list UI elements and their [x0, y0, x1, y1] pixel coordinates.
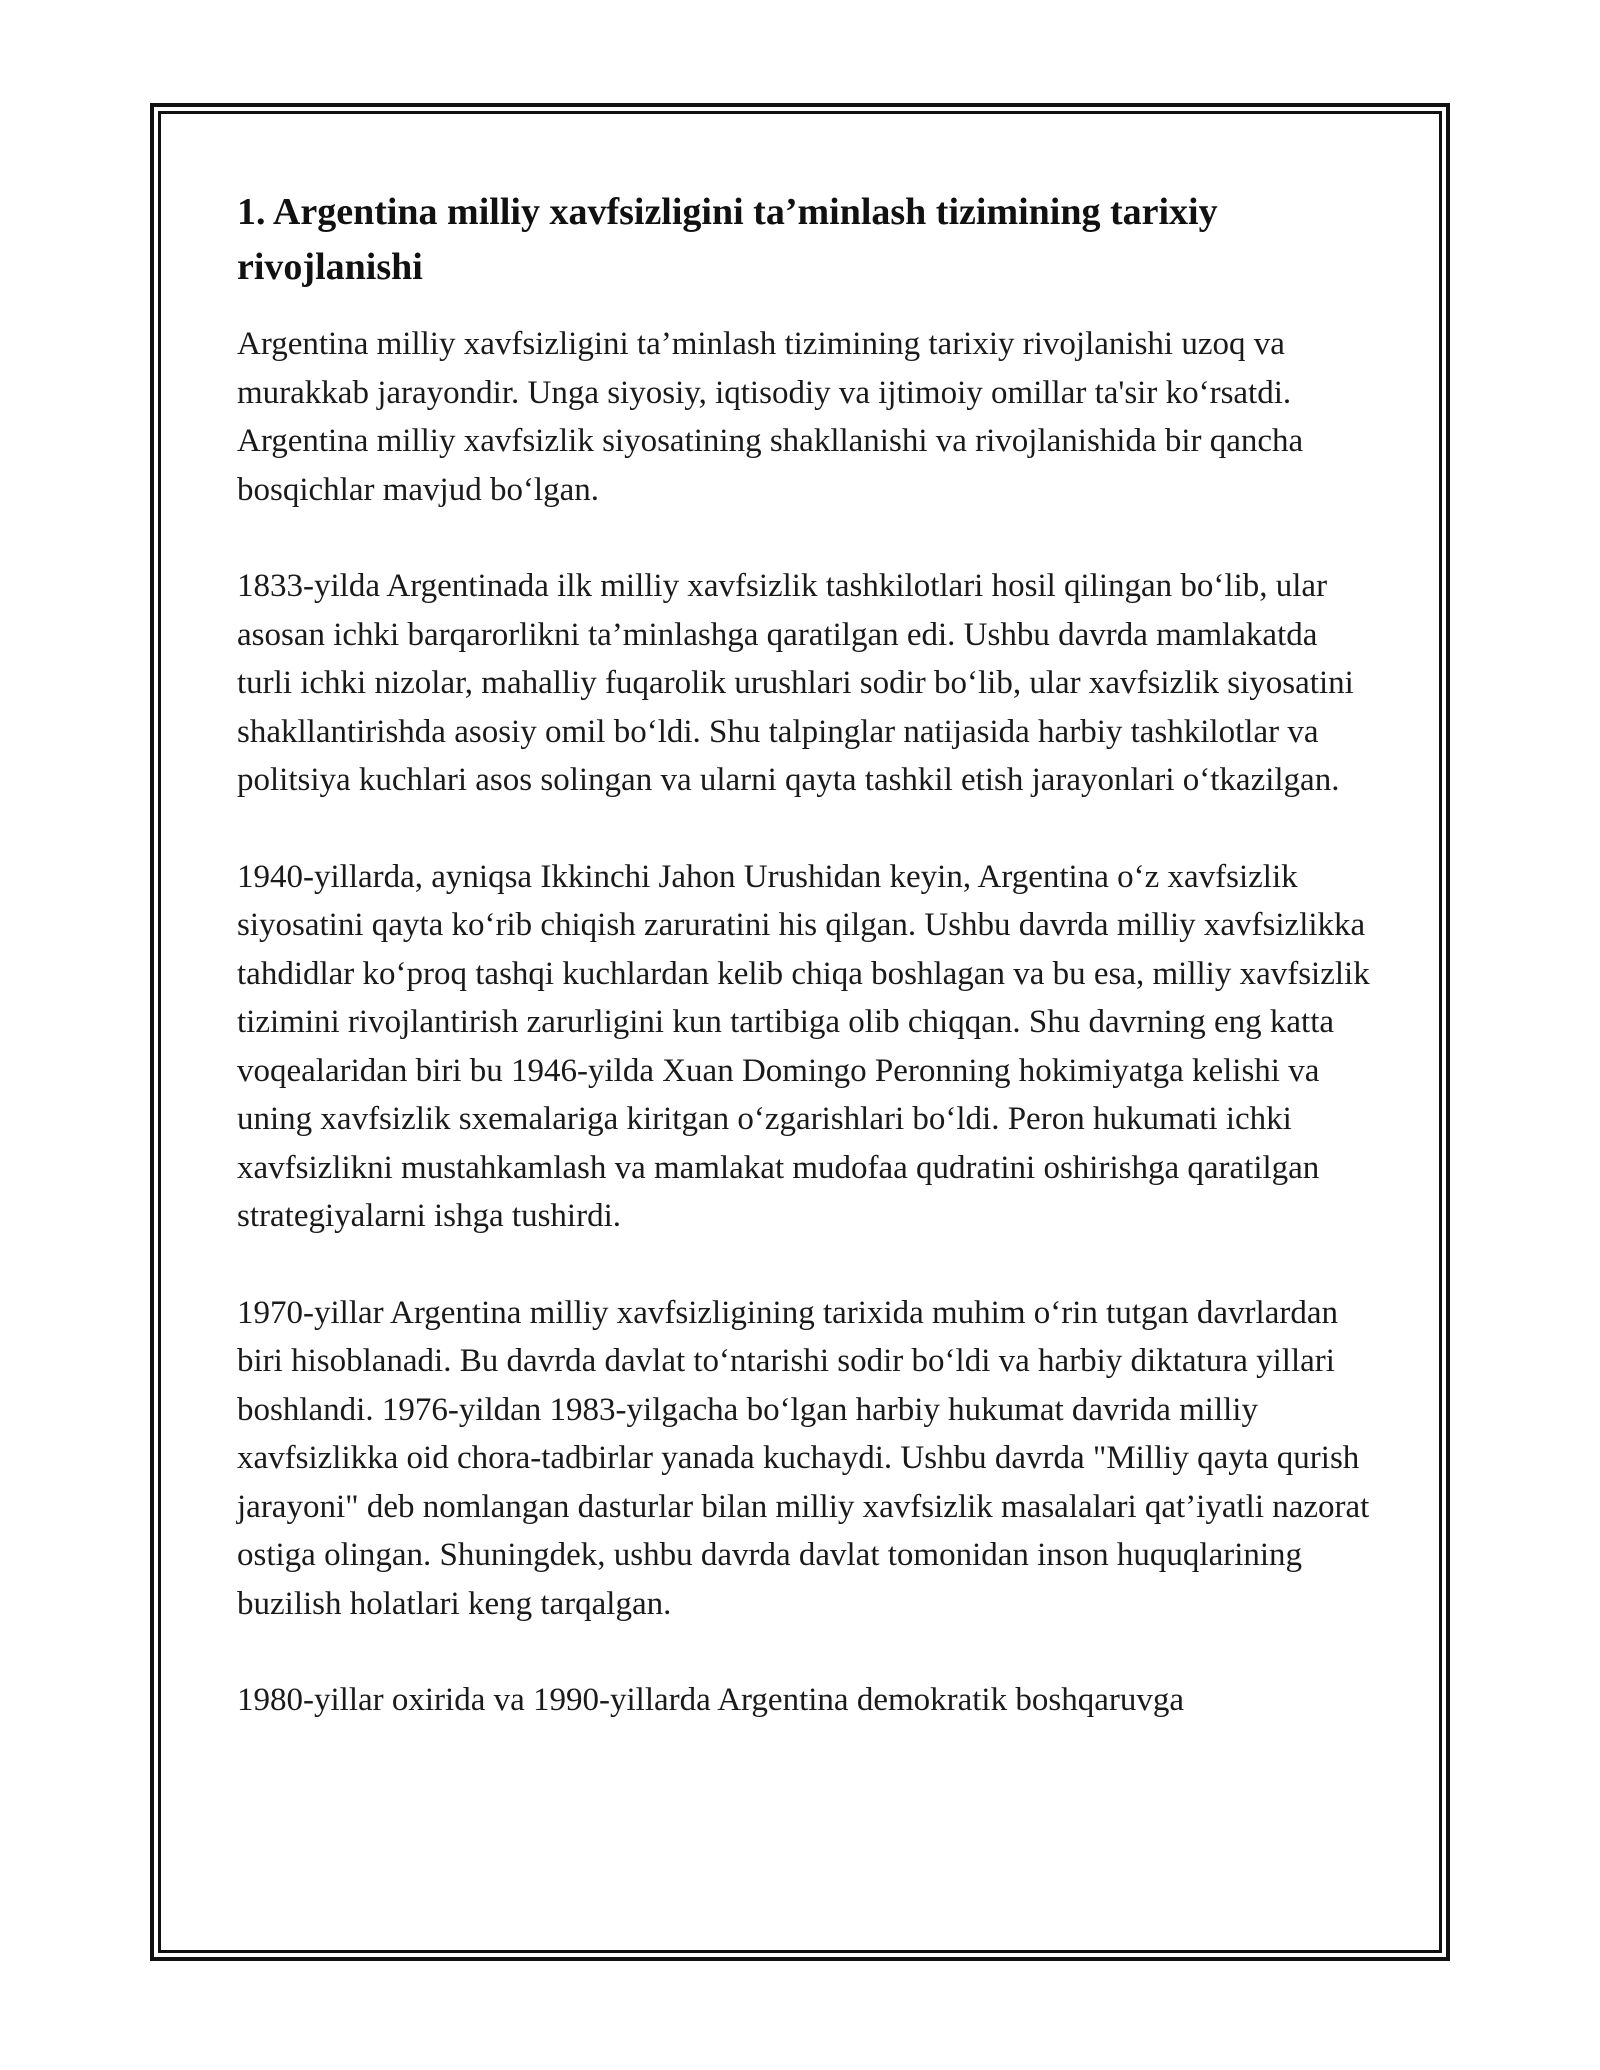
section-title: 1. Argentina milliy xavfsizligini ta’minlash tizimining tarixiy rivojlanishi — [237, 191, 1218, 288]
paragraph-1980s: 1980-yillar oxirida va 1990-yillarda Argentina demokratik boshqaruvga — [237, 1682, 1184, 1718]
document-body — [237, 185, 1377, 1773]
paragraph-1970s: 1970-yillar Argentina milliy xavfsizligining tarixida muhim o‘rin tutgan davrlardan biri hisoblanadi. Bu davrda davlat to‘ntarishi sodir bo‘ldi va harbiy diktatura yillari boshlandi. 1976-yildan 1983-yilgacha bo‘lgan harbiy hukumat davrida milliy xavfsizlikka oid chora-tadbirlar yanada kuchaydi. Ushbu davrda "Milliy qayta qurish jarayoni" deb nomlangan dasturlar bilan milliy xavfsizlik masalalari qat’iyatli nazorat ostiga olingan. Shuningdek, ushbu davrda davlat tomonidan inson huquqlarining buzilish holatlari keng tarqalgan. — [237, 1294, 1370, 1622]
paragraph-1833: 1833-yilda Argentinada ilk milliy xavfsizlik tashkilotlari hosil qilingan bo‘lib, ular asosan ichki barqarorlikni ta’minlashga qaratilgan edi. Ushbu davrda mamlakatda turli ichki nizolar, mahalliy fuqarolik urushlari sodir bo‘lib, ular xavfsizlik siyosatini shakllantirishda asosiy omil bo‘ldi. Shu talpinglar natijasida harbiy tashkilotlar va politsiya kuchlari asos solingan va ularni qayta tashkil etish jarayonlari o‘tkazilgan. — [237, 568, 1354, 798]
paragraph-1940s: 1940-yillarda, ayniqsa Ikkinchi Jahon Urushidan keyin, Argentina o‘z xavfsizlik siyosatini qayta ko‘rib chiqish zaruratini his qilgan. Ushbu davrda milliy xavfsizlikka tahdidlar ko‘proq tashqi kuchlardan kelib chiqa boshlagan va bu esa, milliy xavfsizlik tizimini rivojlantirish zarurligini kun tartibiga olib chiqqan. Shu davrning eng katta voqealaridan biri bu 1946-yilda Xuan Domingo Peronning hokimiyatga kelishi va uning xavfsizlik sxemalariga kiritgan o‘zgarishlari bo‘ldi. Peron hukumati ichki xavfsizlikni mustahkamlash va mamlakat mudofaa qudratini oshirishga qaratilgan strategiyalarni ishga tushirdi. — [237, 858, 1370, 1234]
paragraph-intro: Argentina milliy xavfsizligini ta’minlash tizimining tarixiy rivojlanishi uzoq va murakkab jarayondir. Unga siyosiy, iqtisodiy va ijtimoiy omillar ta'sir ko‘rsatdi. Argentina milliy xavfsizlik siyosatining shakllanishi va rivojlanishida bir qancha bosqichlar mavjud bo‘lgan. — [237, 326, 1304, 508]
